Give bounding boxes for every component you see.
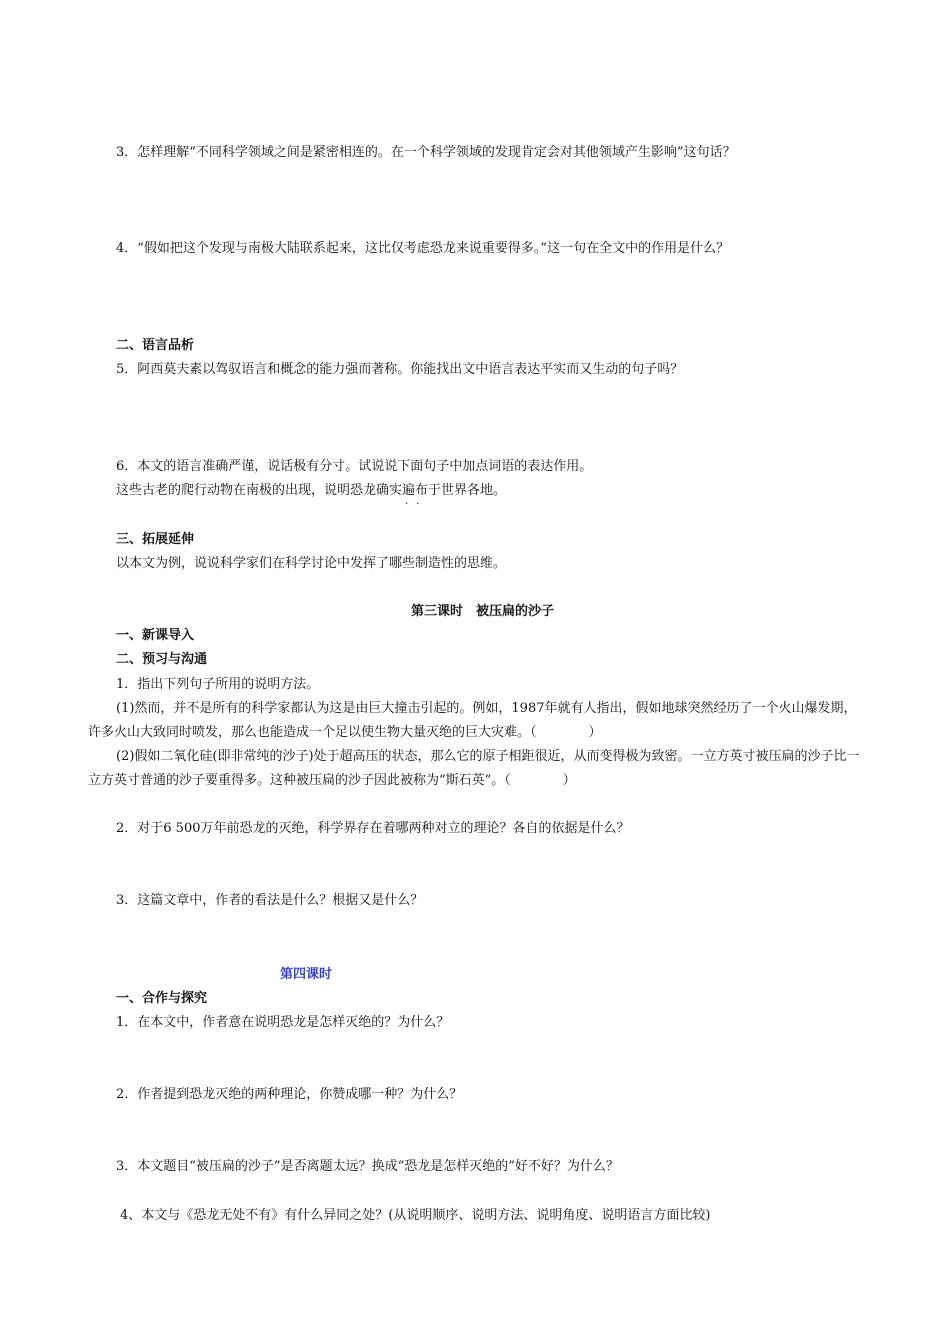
lesson-3-question-1-item-1: (1)然而，并不是所有的科学家都认为这是由巨大撞击引起的。例如，1987年就有人指出，假如地球突然经历了一个火山爆发期，许多火山大致同时喷发，那么也能造成一个足以使生物大量灭绝的巨大灾难。（ ） — [88, 701, 857, 740]
lesson-4-title: 第四课时 — [280, 967, 333, 982]
lesson-4-question-4: 4、本文与《恐龙无处不有》有什么异同之处？(从说明顺序、说明方法、说明角度、说明语言方面比较) — [120, 1208, 711, 1223]
lesson-3-section-intro: 一、新课导入 — [116, 628, 195, 643]
question-5: 5．阿西莫夫素以驾驭语言和概念的能力强而著称。你能找出文中语言表达平实而又生动的句子吗？ — [116, 362, 684, 377]
lesson-3-question-1-item-2: (2)假如二氧化硅(即非常纯的沙子)处于超高压的状态，那么它的原子相距很近，从而变得极为致密。一立方英寸被压扁的沙子比一立方英寸普通的沙子要重得多。这种被压扁的沙子因此被称为“斯石英”。（ ） — [88, 749, 860, 788]
section-heading-language: 二、语言品析 — [116, 338, 195, 353]
extension-question: 以本文为例，说说科学家们在科学讨论中发挥了哪些制造性的思维。 — [116, 556, 507, 571]
lesson-3-question-1: 1．指出下列句子所用的说明方法。 — [116, 677, 320, 692]
lesson-4-question-2: 2．作者提到恐龙灭绝的两种理论，你赞成哪一种？为什么？ — [116, 1087, 463, 1102]
question-3: 3．怎样理解“不同科学领域之间是紧密相连的。在一个科学领域的发现肯定会对其他领域产生影响”这句话？ — [116, 145, 736, 160]
lesson-4-question-1: 1．在本文中，作者意在说明恐龙是怎样灭绝的？为什么？ — [116, 1015, 450, 1030]
emphasis-dots: ·· — [405, 499, 428, 510]
lesson-3-section-preview: 二、预习与沟通 — [116, 652, 208, 667]
lesson-4-section-explore: 一、合作与探究 — [116, 991, 208, 1006]
lesson-4-question-3: 3．本文题目“被压扁的沙子”是否离题太远？换成“恐龙是怎样灭绝的”好不好？为什么？ — [116, 1159, 619, 1174]
question-6-sentence: 这些古老的爬行动物在南极的出现，说明恐龙确实遍布于世界各地。 — [116, 483, 507, 498]
question-4: 4．“假如把这个发现与南极大陆联系起来，这比仅考虑恐龙来说重要得多。”这一句在全文中的作用是什么？ — [116, 241, 730, 256]
lesson-3-question-2: 2．对于6 500万年前恐龙的灭绝，科学界存在着哪两种对立的理论？各自的依据是什么？ — [116, 821, 630, 836]
lesson-3-question-3: 3．这篇文章中，作者的看法是什么？根据又是什么？ — [116, 893, 424, 908]
question-6: 6．本文的语言准确严谨，说话极有分寸。试说说下面句子中加点词语的表达作用。 — [116, 459, 593, 474]
section-heading-extension: 三、拓展延伸 — [116, 532, 195, 547]
lesson-3-title: 第三课时 被压扁的沙子 — [411, 604, 555, 619]
